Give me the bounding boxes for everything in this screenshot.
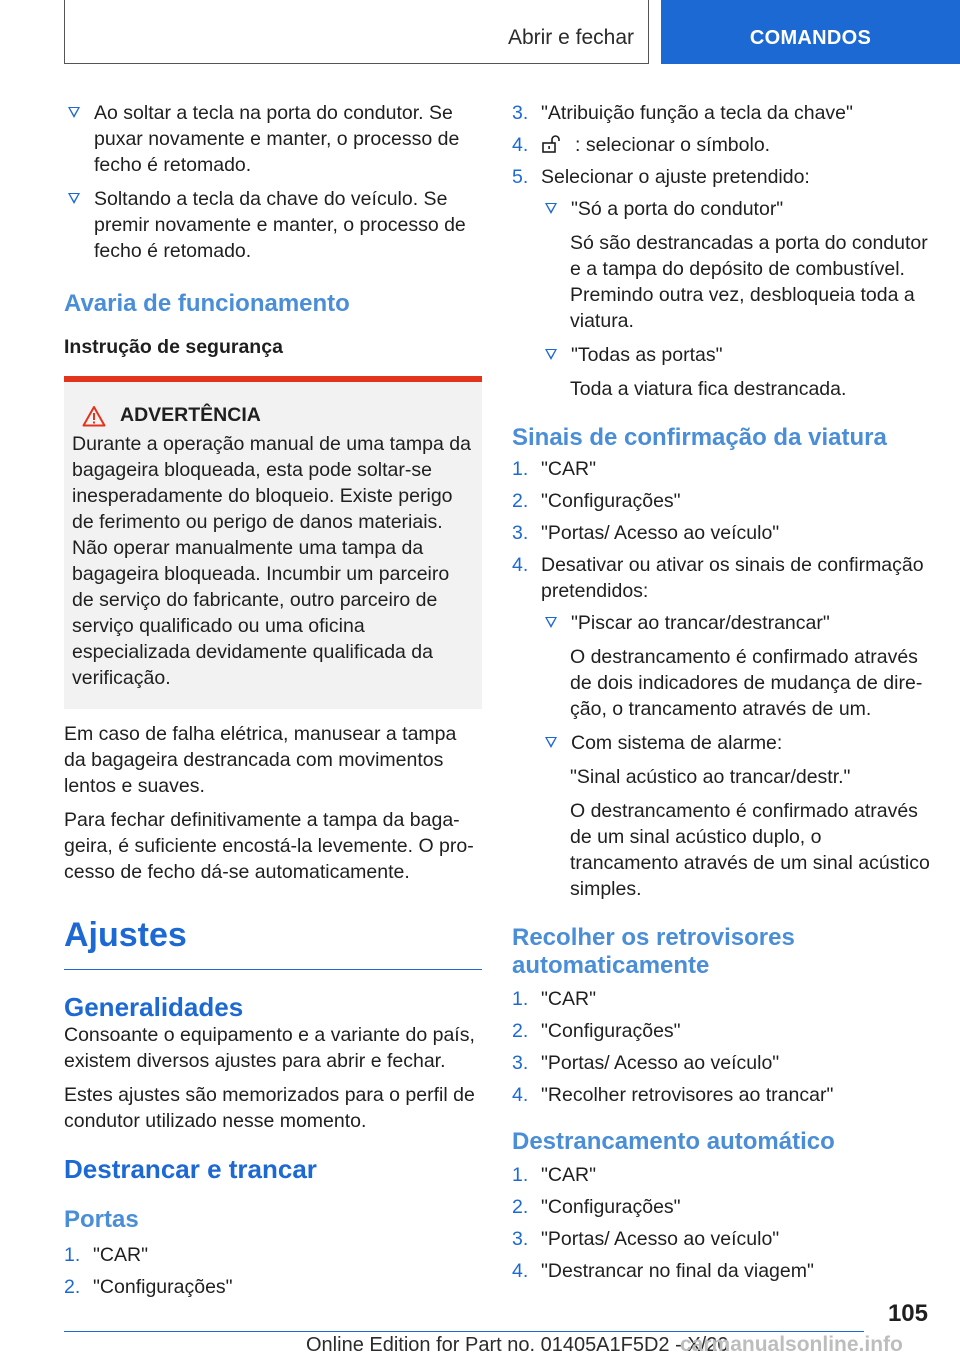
step-item: 4. : selecionar o símbolo.	[512, 134, 771, 156]
signals-heading: Sinais de confirmação da viatura	[512, 424, 887, 451]
footer-rule	[64, 1331, 864, 1332]
footer-watermark: carmanualsonline.info	[680, 1333, 903, 1356]
right-column	[512, 100, 932, 1290]
option-item: "Piscar ao trancar/destrancar"	[541, 610, 932, 636]
bullet-triangle-icon	[545, 737, 557, 748]
option-subtitle: "Sinal acústico ao trancar/destr."	[570, 766, 851, 788]
safety-heading: Instrução de segurança	[64, 336, 283, 358]
header-section-title: Abrir e fechar	[507, 26, 634, 49]
paragraph: Consoante o equipamento e a variante do país, existem diversos ajustes para abrir e fechar.	[64, 1024, 475, 1072]
step-item: 3. "Portas/ Acesso ao veículo"	[512, 1052, 780, 1074]
step-item: 3. "Portas/ Acesso ao veículo"	[512, 522, 780, 544]
warning-title: ADVERTÊNCIA	[72, 404, 474, 427]
warning-text: Durante a operação manual de uma tampa da bagageira bloqueada, esta pode soltar-se inesperadamente do bloqueio. Existe perigo de ferimento ou perigo de danos materiais. Não operar manualmente uma tampa da bagageira bloqueada. Incumbir um parceiro de serviço do fabricante, outro parceiro de serviço qualificado ou uma oficina especializada devidamente qualificada da verificação.	[72, 433, 471, 689]
bullet-item: Soltando a tecla da chave do veículo. Se premir novamente e manter, o processo de fecho é retomado.	[64, 186, 482, 264]
step-item: 1. "CAR"	[512, 1164, 597, 1186]
left-column	[64, 100, 482, 1306]
page-number: 105	[887, 1300, 928, 1327]
bullet-item: Ao soltar a tecla na porta do condutor. Se puxar novamente e manter, o processo de fecho é retomado.	[64, 100, 482, 178]
option-item: "Só a porta do condutor"	[541, 196, 932, 222]
step-item: 4. "Destrancar no final da viagem"	[512, 1260, 814, 1282]
step-item: 3. "Atribuição função a tecla da chave"	[512, 102, 853, 124]
bullet-triangle-icon	[68, 107, 80, 118]
option-description: Toda a viatura fica destrancada.	[570, 378, 847, 400]
step-item: 4. Desativar ou ativar os sinais de confirmação pretendidos:	[512, 554, 924, 602]
lock-heading: Destrancar e trancar	[64, 1154, 317, 1184]
option-description: O destrancamento é confirmado através de dois indicadores de mudança de direção, o trancamento através de um.	[570, 646, 923, 720]
step-item: 2. "Configurações"	[512, 1196, 681, 1218]
doors-heading: Portas	[64, 1206, 139, 1233]
bullet-triangle-icon	[545, 203, 557, 214]
step-item: 1. "CAR"	[64, 1244, 149, 1266]
option-description: Só são destrancadas a porta do condutor e a tampa do depósito de combustível. Premindo outra vez, desbloqueia toda a viatura.	[570, 232, 928, 332]
option-description: O destrancamento é confirmado através de um sinal acústico duplo, o trancamento através de um sinal acústico simples.	[570, 800, 930, 900]
warning-triangle-icon	[82, 405, 106, 427]
step-item: 2. "Configurações"	[64, 1276, 233, 1298]
step-item: 1. "CAR"	[512, 988, 597, 1010]
settings-heading: Ajustes	[64, 916, 187, 954]
bullet-triangle-icon	[545, 349, 557, 360]
paragraph: Estes ajustes são memorizados para o perfil de condutor utilizado nesse momento.	[64, 1084, 475, 1132]
bullet-triangle-icon	[545, 617, 557, 628]
option-item: Com sistema de alarme:	[541, 730, 932, 756]
footer-edition: Online Edition for Part no. 01405A1F5D2 - X/20	[306, 1334, 729, 1356]
step-item: 3. "Portas/ Acesso ao veículo"	[512, 1228, 780, 1250]
header-chapter-tab: COMANDOS	[661, 0, 960, 64]
general-heading: Generalidades	[64, 992, 244, 1022]
header-section-box	[64, 0, 649, 64]
option-item: "Todas as portas"	[541, 342, 932, 368]
warning-box	[64, 376, 482, 709]
step-item: 2. "Configurações"	[512, 1020, 681, 1042]
malfunction-heading: Avaria de funcionamento	[64, 290, 350, 317]
step-item: 1. "CAR"	[512, 458, 597, 480]
step-item: 4. "Recolher retrovisores ao trancar"	[512, 1084, 834, 1106]
mirrors-heading: Recolher os retrovisores automaticamente	[512, 924, 795, 979]
paragraph: Em caso de falha elétrica, manusear a tampa da bagageira destrancada com movimentos lentos e suaves.	[64, 723, 457, 797]
unlock-icon	[541, 134, 561, 154]
bullet-triangle-icon	[68, 193, 80, 204]
auto-unlock-heading: Destrancamento automático	[512, 1128, 835, 1155]
paragraph: Para fechar definitivamente a tampa da bagageira, é suficiente encostá-la levemente. O processo de fecho dá-se automaticamente.	[64, 809, 474, 883]
step-item: 2. "Configurações"	[512, 490, 681, 512]
step-item: 5. Selecionar o ajuste pretendido:	[512, 166, 810, 188]
